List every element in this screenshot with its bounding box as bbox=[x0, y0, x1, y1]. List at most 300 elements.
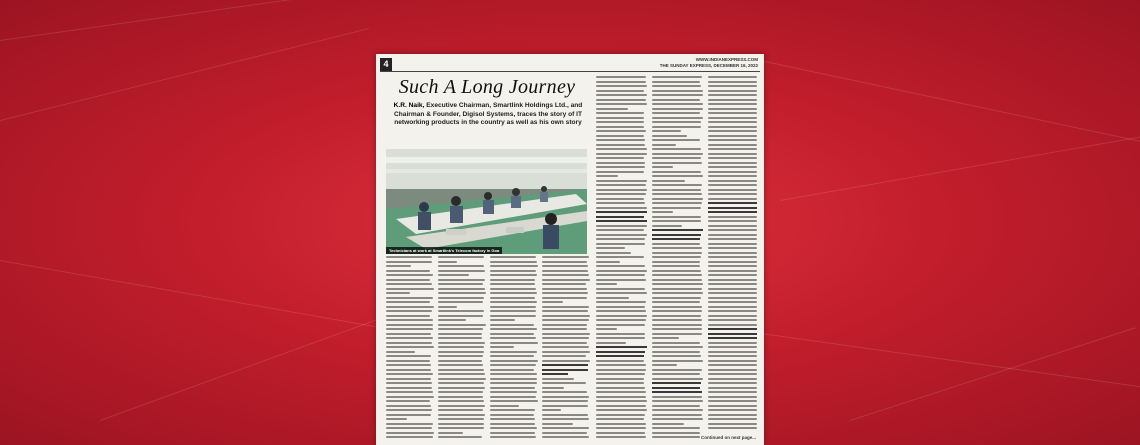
text-line bbox=[438, 409, 483, 411]
text-line bbox=[386, 382, 432, 384]
photo-caption: Technicians at work at Smartlink's Telecom factory in Goa bbox=[386, 247, 502, 254]
text-line bbox=[596, 364, 646, 366]
text-line bbox=[652, 346, 703, 348]
text-line bbox=[438, 364, 483, 366]
question-line bbox=[652, 238, 700, 240]
header-rule bbox=[380, 71, 760, 72]
text-line bbox=[386, 396, 434, 398]
article-photo bbox=[386, 149, 587, 254]
text-line bbox=[438, 423, 484, 425]
text-line bbox=[596, 85, 647, 87]
text-line bbox=[708, 103, 757, 105]
text-line bbox=[708, 148, 757, 150]
text-line bbox=[652, 94, 703, 96]
text-line bbox=[386, 414, 431, 416]
text-line bbox=[708, 346, 757, 348]
text-line bbox=[652, 180, 685, 182]
text-line bbox=[708, 130, 757, 132]
text-line bbox=[490, 270, 536, 272]
text-line bbox=[708, 409, 757, 411]
text-line bbox=[652, 432, 700, 434]
text-line bbox=[386, 333, 431, 335]
text-line bbox=[708, 373, 757, 375]
text-line bbox=[386, 256, 432, 258]
text-line bbox=[708, 387, 757, 389]
text-line bbox=[596, 225, 647, 227]
text-line bbox=[490, 355, 534, 357]
text-line bbox=[652, 297, 701, 299]
text-line bbox=[490, 319, 515, 321]
question-line bbox=[652, 234, 701, 236]
question-line bbox=[596, 346, 647, 348]
text-line bbox=[490, 283, 535, 285]
newspaper-page bbox=[376, 54, 764, 445]
text-line bbox=[438, 414, 485, 416]
text-line bbox=[386, 261, 432, 263]
text-line bbox=[708, 121, 757, 123]
text-line bbox=[596, 414, 645, 416]
text-line bbox=[652, 202, 702, 204]
text-line bbox=[438, 270, 485, 272]
text-line bbox=[386, 292, 410, 294]
text-line bbox=[490, 351, 537, 353]
text-line bbox=[596, 427, 646, 429]
text-line bbox=[490, 423, 535, 425]
text-line bbox=[596, 189, 647, 191]
text-line bbox=[652, 252, 702, 254]
text-line bbox=[708, 292, 757, 294]
text-line bbox=[652, 103, 703, 105]
text-line bbox=[708, 360, 757, 362]
text-line bbox=[596, 315, 647, 317]
text-line bbox=[652, 265, 700, 267]
text-line bbox=[596, 310, 646, 312]
text-line bbox=[596, 261, 620, 263]
text-line bbox=[652, 274, 702, 276]
text-line bbox=[542, 270, 588, 272]
text-line bbox=[490, 405, 519, 407]
question-line bbox=[708, 202, 757, 204]
text-line bbox=[708, 364, 757, 366]
text-line bbox=[438, 418, 484, 420]
text-line bbox=[708, 405, 757, 407]
text-line bbox=[652, 184, 702, 186]
text-line bbox=[490, 274, 537, 276]
text-line bbox=[386, 319, 433, 321]
text-line bbox=[490, 346, 514, 348]
text-line bbox=[708, 85, 757, 87]
text-line bbox=[542, 292, 588, 294]
text-line bbox=[652, 369, 702, 371]
text-line bbox=[386, 391, 433, 393]
background-line bbox=[0, 260, 414, 334]
subheadline bbox=[388, 102, 588, 128]
text-line bbox=[386, 432, 434, 434]
text-line bbox=[652, 364, 677, 366]
text-line bbox=[708, 184, 757, 186]
body-column-4 bbox=[542, 256, 590, 442]
text-line bbox=[542, 333, 590, 335]
text-line bbox=[438, 373, 485, 375]
question-line bbox=[596, 216, 644, 218]
text-line bbox=[652, 427, 700, 429]
question-line bbox=[652, 387, 700, 389]
text-line bbox=[386, 405, 431, 407]
page-number: 4 bbox=[380, 58, 392, 71]
question-line bbox=[708, 207, 757, 209]
continued-note: Continued on next page... bbox=[701, 435, 756, 440]
text-line bbox=[708, 283, 757, 285]
body-column-6 bbox=[652, 76, 704, 442]
text-line bbox=[652, 148, 701, 150]
text-line bbox=[652, 324, 702, 326]
text-line bbox=[490, 378, 537, 380]
text-line bbox=[652, 328, 702, 330]
text-line bbox=[708, 180, 757, 182]
text-line bbox=[596, 382, 644, 384]
text-line bbox=[652, 283, 703, 285]
text-line bbox=[596, 301, 646, 303]
text-line bbox=[596, 153, 647, 155]
text-line bbox=[596, 436, 646, 438]
text-line bbox=[652, 418, 703, 420]
text-line bbox=[708, 144, 757, 146]
text-line bbox=[652, 355, 701, 357]
text-line bbox=[708, 162, 757, 164]
text-line bbox=[708, 378, 757, 380]
text-line bbox=[596, 130, 646, 132]
text-line bbox=[652, 409, 703, 411]
text-line bbox=[652, 315, 701, 317]
text-line bbox=[438, 315, 483, 317]
text-line bbox=[490, 436, 536, 438]
text-line bbox=[708, 369, 757, 371]
text-line bbox=[490, 342, 538, 344]
text-line bbox=[652, 81, 700, 83]
text-line bbox=[542, 261, 587, 263]
text-line bbox=[438, 310, 484, 312]
text-line bbox=[708, 306, 757, 308]
text-line bbox=[652, 243, 700, 245]
text-line bbox=[652, 225, 682, 227]
text-line bbox=[652, 126, 701, 128]
text-line bbox=[386, 306, 434, 308]
text-line bbox=[652, 360, 703, 362]
text-line bbox=[438, 306, 457, 308]
text-line bbox=[708, 243, 757, 245]
text-line bbox=[542, 360, 590, 362]
text-line bbox=[652, 216, 701, 218]
text-line bbox=[596, 175, 618, 177]
text-line bbox=[438, 301, 483, 303]
text-line bbox=[438, 328, 483, 330]
text-line bbox=[542, 346, 589, 348]
text-line bbox=[386, 400, 430, 402]
question-line bbox=[542, 369, 588, 371]
question-line bbox=[652, 382, 701, 384]
text-line bbox=[438, 369, 484, 371]
text-line bbox=[596, 400, 647, 402]
text-line bbox=[652, 337, 679, 339]
text-line bbox=[652, 319, 702, 321]
text-line bbox=[596, 409, 647, 411]
text-line bbox=[596, 279, 646, 281]
text-line bbox=[490, 400, 538, 402]
text-line bbox=[708, 198, 757, 200]
text-line bbox=[708, 400, 757, 402]
text-line bbox=[652, 211, 673, 213]
text-line bbox=[652, 193, 702, 195]
text-line bbox=[386, 288, 434, 290]
text-line bbox=[596, 405, 646, 407]
text-line bbox=[708, 112, 757, 114]
text-line bbox=[596, 198, 644, 200]
text-line bbox=[708, 301, 757, 303]
text-line bbox=[438, 378, 486, 380]
subhead-text: Executive Chairman, Smartlink Holdings Ltd., and Chairman & Founder, Digisol Systems, traces the story of IT networking products in the country as well as his own story bbox=[394, 102, 583, 127]
text-line bbox=[596, 117, 644, 119]
text-line bbox=[708, 355, 757, 357]
text-line bbox=[652, 130, 681, 132]
text-line bbox=[596, 306, 645, 308]
text-line bbox=[596, 184, 646, 186]
text-line bbox=[596, 328, 617, 330]
text-line bbox=[708, 99, 757, 101]
text-line bbox=[596, 126, 644, 128]
text-line bbox=[708, 153, 757, 155]
text-line bbox=[596, 238, 645, 240]
text-line bbox=[652, 99, 700, 101]
text-line bbox=[386, 270, 430, 272]
text-line bbox=[542, 279, 590, 281]
text-line bbox=[708, 265, 757, 267]
text-line bbox=[652, 292, 703, 294]
factory-photo-illustration bbox=[386, 149, 587, 254]
text-line bbox=[652, 351, 700, 353]
text-line bbox=[652, 157, 701, 159]
text-line bbox=[596, 247, 625, 249]
text-line bbox=[596, 234, 647, 236]
text-line bbox=[490, 364, 536, 366]
text-line bbox=[490, 369, 534, 371]
text-line bbox=[542, 436, 589, 438]
text-line bbox=[596, 360, 644, 362]
text-line bbox=[708, 391, 757, 393]
text-line bbox=[708, 423, 757, 425]
question-line bbox=[542, 364, 588, 366]
text-line bbox=[596, 288, 645, 290]
text-line bbox=[490, 387, 535, 389]
text-line bbox=[596, 162, 645, 164]
text-line bbox=[596, 423, 646, 425]
text-line bbox=[596, 76, 646, 78]
text-line bbox=[596, 342, 626, 344]
text-line bbox=[438, 360, 482, 362]
text-line bbox=[542, 342, 587, 344]
text-line bbox=[596, 202, 645, 204]
text-line bbox=[386, 297, 433, 299]
text-line bbox=[596, 369, 646, 371]
text-line bbox=[596, 139, 645, 141]
text-line bbox=[490, 261, 537, 263]
text-line bbox=[708, 175, 757, 177]
text-line bbox=[386, 436, 433, 438]
text-line bbox=[438, 432, 463, 434]
text-line bbox=[490, 315, 536, 317]
text-line bbox=[386, 265, 411, 267]
text-line bbox=[596, 148, 647, 150]
text-line bbox=[596, 207, 647, 209]
text-line bbox=[596, 243, 645, 245]
text-line bbox=[708, 315, 757, 317]
text-line bbox=[542, 418, 589, 420]
body-column-5 bbox=[596, 76, 648, 442]
text-line bbox=[438, 292, 486, 294]
text-line bbox=[596, 112, 644, 114]
text-line bbox=[596, 166, 645, 168]
background-line bbox=[740, 330, 1140, 389]
text-line bbox=[652, 189, 701, 191]
text-line bbox=[652, 135, 687, 137]
text-line bbox=[708, 297, 757, 299]
question-line bbox=[652, 391, 702, 393]
text-line bbox=[596, 432, 645, 434]
text-line bbox=[652, 256, 701, 258]
text-line bbox=[438, 342, 485, 344]
text-line bbox=[596, 391, 646, 393]
text-line bbox=[542, 432, 587, 434]
text-line bbox=[490, 306, 536, 308]
text-line bbox=[652, 85, 701, 87]
text-line bbox=[490, 373, 537, 375]
text-line bbox=[708, 274, 757, 276]
text-line bbox=[596, 81, 646, 83]
text-line bbox=[596, 337, 645, 339]
text-line bbox=[386, 423, 433, 425]
text-line bbox=[438, 288, 485, 290]
text-line bbox=[596, 274, 645, 276]
text-line bbox=[596, 283, 617, 285]
text-line bbox=[542, 256, 589, 258]
text-line bbox=[490, 324, 534, 326]
text-line bbox=[438, 405, 485, 407]
text-line bbox=[542, 382, 586, 384]
text-line bbox=[708, 216, 757, 218]
text-line bbox=[652, 166, 673, 168]
text-line bbox=[708, 414, 757, 416]
text-line bbox=[386, 360, 430, 362]
text-line bbox=[652, 414, 702, 416]
text-line bbox=[490, 310, 536, 312]
text-line bbox=[596, 229, 644, 231]
background-line bbox=[0, 28, 369, 121]
text-line bbox=[386, 387, 432, 389]
text-line bbox=[596, 265, 645, 267]
text-line bbox=[542, 423, 573, 425]
text-line bbox=[596, 292, 647, 294]
text-line bbox=[708, 279, 757, 281]
text-line bbox=[542, 355, 586, 357]
text-line bbox=[708, 81, 757, 83]
text-line bbox=[490, 301, 537, 303]
text-line bbox=[438, 297, 484, 299]
background-line bbox=[780, 134, 1140, 201]
text-line bbox=[386, 337, 433, 339]
text-line bbox=[708, 135, 757, 137]
text-line bbox=[708, 225, 757, 227]
text-line bbox=[652, 90, 703, 92]
website-url: WWW.INDIANEXPRESS.COM bbox=[695, 57, 758, 62]
text-line bbox=[652, 333, 702, 335]
text-line bbox=[652, 198, 703, 200]
text-line bbox=[708, 108, 757, 110]
text-line bbox=[386, 378, 431, 380]
text-line bbox=[542, 337, 589, 339]
text-line bbox=[438, 436, 482, 438]
text-line bbox=[542, 409, 561, 411]
text-line bbox=[708, 90, 757, 92]
text-line bbox=[542, 391, 587, 393]
text-line bbox=[542, 427, 589, 429]
text-line bbox=[490, 279, 535, 281]
text-line bbox=[542, 297, 587, 299]
text-line bbox=[438, 382, 484, 384]
text-line bbox=[490, 432, 535, 434]
text-line bbox=[652, 405, 700, 407]
text-line bbox=[542, 328, 587, 330]
text-line bbox=[652, 171, 701, 173]
text-line bbox=[596, 157, 644, 159]
text-line bbox=[438, 337, 482, 339]
text-line bbox=[542, 315, 590, 317]
text-line bbox=[652, 207, 701, 209]
text-line bbox=[596, 144, 645, 146]
question-line bbox=[708, 211, 757, 213]
text-line bbox=[542, 310, 588, 312]
edition-date: THE SUNDAY EXPRESS, DECEMBER 16, 2022 bbox=[659, 63, 758, 68]
text-line bbox=[438, 324, 486, 326]
text-line bbox=[438, 391, 483, 393]
text-line bbox=[596, 418, 644, 420]
text-line bbox=[652, 121, 701, 123]
text-line bbox=[708, 220, 757, 222]
question-line bbox=[596, 220, 647, 222]
text-line bbox=[652, 108, 703, 110]
text-line bbox=[438, 319, 466, 321]
background-line bbox=[760, 60, 1140, 144]
text-line bbox=[490, 360, 538, 362]
text-line bbox=[596, 180, 647, 182]
text-line bbox=[652, 279, 702, 281]
text-line bbox=[596, 387, 645, 389]
text-line bbox=[386, 328, 433, 330]
text-line bbox=[386, 283, 432, 285]
text-line bbox=[386, 315, 430, 317]
text-line bbox=[542, 378, 574, 380]
text-line bbox=[652, 288, 702, 290]
text-line bbox=[652, 301, 700, 303]
question-line bbox=[708, 333, 757, 335]
text-line bbox=[490, 333, 534, 335]
text-line bbox=[708, 288, 757, 290]
text-line bbox=[652, 117, 703, 119]
text-line bbox=[708, 270, 757, 272]
text-line bbox=[596, 333, 645, 335]
text-line bbox=[386, 427, 432, 429]
text-line bbox=[542, 274, 589, 276]
text-line bbox=[438, 427, 484, 429]
body-column-2 bbox=[438, 256, 486, 442]
